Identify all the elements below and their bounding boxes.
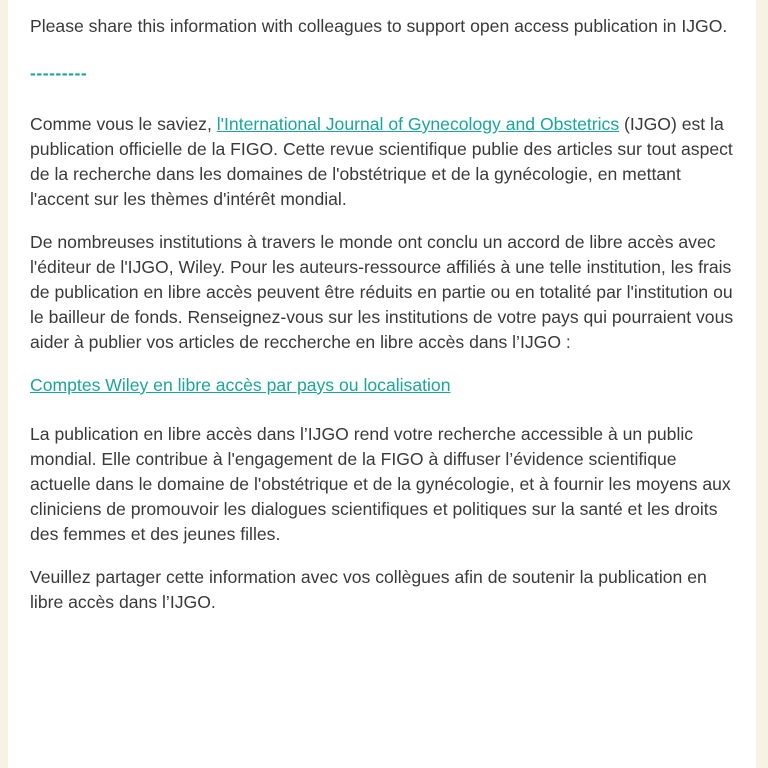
intro-english-paragraph: Please share this information with colleagues to support open access publication in IJGO. [30,16,728,36]
wiley-link-paragraph [30,373,734,398]
share-request-paragraph: Veuillez partager cette information avec vos collègues afin de soutenir la publication en libre accès dans l’IJGO. [30,567,707,612]
ijgo-intro-paragraph [30,112,734,212]
section-divider: --------- [30,63,88,83]
p1-lead-text: Comme vous le saviez, [30,114,217,134]
wiley-accounts-link[interactable]: Comptes Wiley en libre accès par pays ou localisation [30,375,451,395]
email-body [8,0,756,768]
ijgo-journal-link[interactable]: l'International Journal of Gynecology and Obstetrics [216,114,620,134]
p1-rest-text: (IJGO) est la publication officielle de la FIGO. Cette revue scientifique publie des articles sur tout aspect de la recherche dans les domaines de l'obstétrique et de la gynécologie, en mettant l'accent sur les thèmes d'intérêt mondial. [30,114,733,209]
institutions-paragraph: De nombreuses institutions à travers le monde ont conclu un accord de libre accès avec l'éditeur de l'IJGO, Wiley. Pour les auteurs-ressource affiliés à une telle institution, les frais de publication en libre accès peuvent être réduits en partie ou en totalité par l'institution ou le bailleur de fonds. Renseignez-vous sur les institutions de votre pays qui pourraient vous aider à publier vos articles de reccherche en libre accès dans l’IJGO : [30,232,734,352]
open-access-benefits-paragraph: La publication en libre accès dans l’IJGO rend votre recherche accessible à un public mondial. Elle contribue à l'engagement de la FIGO à diffuser l’évidence scientifique actuelle dans le domaine de l'obstétrique et de la gynécologie, et à fournir les moyens aux cliniciens de promouvoir les dialogues scientifiques et politiques sur la santé et les droits des femmes et des jeunes filles. [30,424,731,544]
